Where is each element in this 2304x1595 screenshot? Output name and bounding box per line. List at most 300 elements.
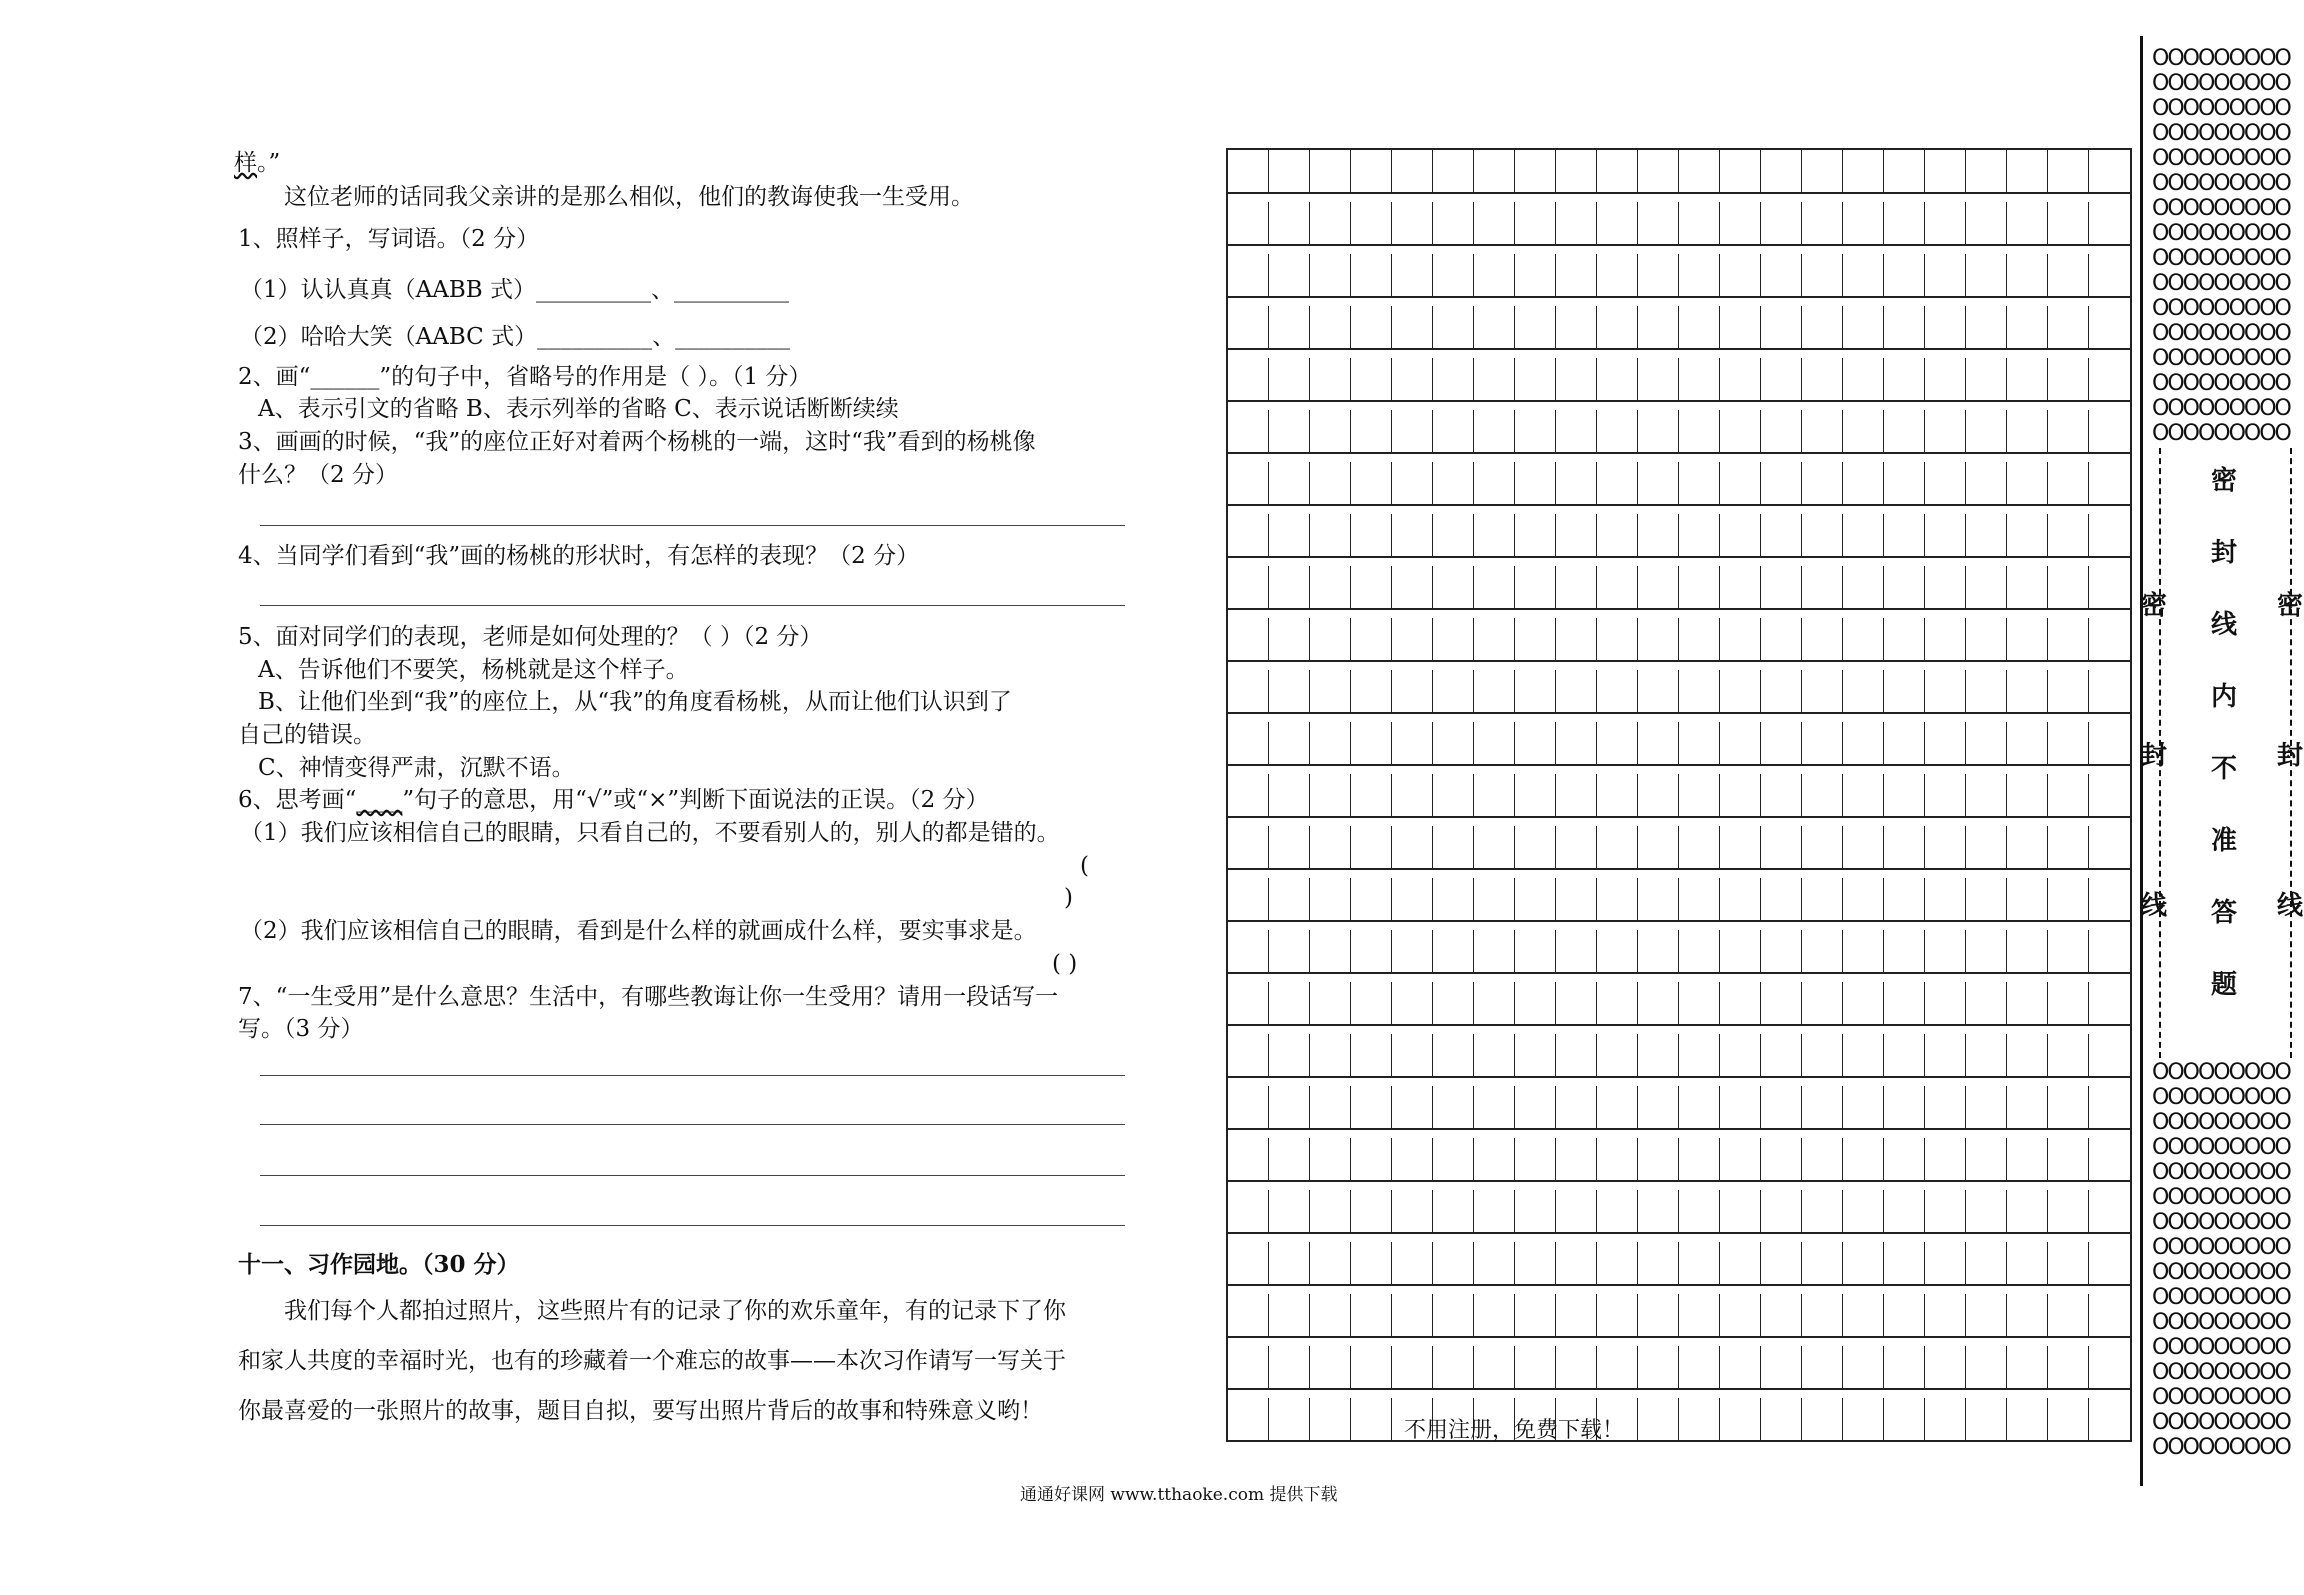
grid-cell[interactable] bbox=[1351, 514, 1392, 556]
grid-cell[interactable] bbox=[2089, 1086, 2130, 1128]
grid-cell[interactable] bbox=[1269, 774, 1310, 816]
grid-cell[interactable] bbox=[1515, 878, 1556, 920]
grid-cell[interactable] bbox=[1679, 722, 1720, 764]
grid-cell[interactable] bbox=[1966, 1294, 2007, 1336]
grid-cell[interactable] bbox=[1638, 774, 1679, 816]
grid-cell[interactable] bbox=[1966, 878, 2007, 920]
grid-cell[interactable] bbox=[1269, 722, 1310, 764]
grid-cell[interactable] bbox=[1884, 202, 1925, 244]
grid-cell[interactable] bbox=[1269, 202, 1310, 244]
grid-cell[interactable] bbox=[1884, 1190, 1925, 1232]
grid-cell[interactable] bbox=[1679, 1346, 1720, 1388]
grid-cell[interactable] bbox=[1761, 566, 1802, 608]
grid-cell[interactable] bbox=[1392, 982, 1433, 1024]
grid-cell[interactable] bbox=[1515, 1034, 1556, 1076]
grid-cell[interactable] bbox=[1884, 1346, 1925, 1388]
grid-cell[interactable] bbox=[2089, 566, 2130, 608]
grid-cell[interactable] bbox=[1474, 1242, 1515, 1284]
grid-cell[interactable] bbox=[1433, 1086, 1474, 1128]
grid-cell[interactable] bbox=[2007, 982, 2048, 1024]
grid-cell[interactable] bbox=[1802, 1346, 1843, 1388]
grid-cell[interactable] bbox=[2089, 306, 2130, 348]
grid-cell[interactable] bbox=[1720, 618, 1761, 660]
grid-cell[interactable] bbox=[1638, 1346, 1679, 1388]
grid-cell[interactable] bbox=[2007, 514, 2048, 556]
grid-cell[interactable] bbox=[2007, 878, 2048, 920]
grid-cell[interactable] bbox=[1843, 826, 1884, 868]
grid-cell[interactable] bbox=[1392, 670, 1433, 712]
grid-cell[interactable] bbox=[1228, 1190, 1269, 1232]
grid-cell[interactable] bbox=[1269, 930, 1310, 972]
grid-cell[interactable] bbox=[2089, 670, 2130, 712]
grid-cell[interactable] bbox=[1392, 566, 1433, 608]
grid-cell[interactable] bbox=[1474, 982, 1515, 1024]
grid-cell[interactable] bbox=[1679, 1398, 1720, 1440]
grid-cell[interactable] bbox=[1720, 1190, 1761, 1232]
grid-cell[interactable] bbox=[1925, 410, 1966, 452]
grid-cell[interactable] bbox=[1433, 566, 1474, 608]
grid-cell[interactable] bbox=[1228, 566, 1269, 608]
grid-cell[interactable] bbox=[1228, 982, 1269, 1024]
grid-cell[interactable] bbox=[1515, 1242, 1556, 1284]
grid-cell[interactable] bbox=[2089, 150, 2130, 192]
grid-cell[interactable] bbox=[1228, 150, 1269, 192]
grid-cell[interactable] bbox=[1515, 618, 1556, 660]
grid-cell[interactable] bbox=[1925, 1190, 1966, 1232]
grid-cell[interactable] bbox=[1597, 774, 1638, 816]
grid-cell[interactable] bbox=[1966, 826, 2007, 868]
grid-cell[interactable] bbox=[1802, 670, 1843, 712]
grid-cell[interactable] bbox=[1310, 670, 1351, 712]
grid-cell[interactable] bbox=[2048, 930, 2089, 972]
grid-cell[interactable] bbox=[1597, 618, 1638, 660]
grid-cell[interactable] bbox=[1720, 1294, 1761, 1336]
grid-cell[interactable] bbox=[1474, 1086, 1515, 1128]
grid-cell[interactable] bbox=[2048, 722, 2089, 764]
grid-cell[interactable] bbox=[1925, 826, 1966, 868]
grid-cell[interactable] bbox=[1925, 1346, 1966, 1388]
grid-cell[interactable] bbox=[1597, 1190, 1638, 1232]
grid-cell[interactable] bbox=[1433, 1346, 1474, 1388]
grid-cell[interactable] bbox=[1843, 1346, 1884, 1388]
grid-cell[interactable] bbox=[1310, 410, 1351, 452]
grid-cell[interactable] bbox=[1310, 618, 1351, 660]
grid-cell[interactable] bbox=[1515, 774, 1556, 816]
grid-cell[interactable] bbox=[2048, 254, 2089, 296]
grid-cell[interactable] bbox=[1515, 1138, 1556, 1180]
grid-cell[interactable] bbox=[1269, 462, 1310, 504]
grid-cell[interactable] bbox=[2048, 150, 2089, 192]
grid-cell[interactable] bbox=[2007, 670, 2048, 712]
grid-cell[interactable] bbox=[1515, 930, 1556, 972]
answer-line-q7-1[interactable] bbox=[260, 1075, 1125, 1076]
grid-cell[interactable] bbox=[2089, 358, 2130, 400]
grid-cell[interactable] bbox=[1597, 1242, 1638, 1284]
grid-cell[interactable] bbox=[1269, 358, 1310, 400]
grid-cell[interactable] bbox=[1597, 722, 1638, 764]
grid-cell[interactable] bbox=[1269, 1346, 1310, 1388]
grid-cell[interactable] bbox=[1761, 878, 1802, 920]
grid-cell[interactable] bbox=[1761, 202, 1802, 244]
grid-cell[interactable] bbox=[1925, 1398, 1966, 1440]
grid-cell[interactable] bbox=[1966, 1398, 2007, 1440]
grid-cell[interactable] bbox=[2048, 358, 2089, 400]
grid-cell[interactable] bbox=[1802, 618, 1843, 660]
grid-cell[interactable] bbox=[2089, 410, 2130, 452]
grid-cell[interactable] bbox=[1802, 410, 1843, 452]
grid-cell[interactable] bbox=[1351, 306, 1392, 348]
grid-cell[interactable] bbox=[1966, 982, 2007, 1024]
grid-cell[interactable] bbox=[1802, 878, 1843, 920]
grid-cell[interactable] bbox=[1310, 1190, 1351, 1232]
grid-cell[interactable] bbox=[1351, 930, 1392, 972]
grid-cell[interactable] bbox=[1720, 722, 1761, 764]
grid-cell[interactable] bbox=[1761, 722, 1802, 764]
grid-cell[interactable] bbox=[1597, 462, 1638, 504]
grid-cell[interactable] bbox=[1638, 566, 1679, 608]
grid-cell[interactable] bbox=[1351, 826, 1392, 868]
grid-cell[interactable] bbox=[1269, 1086, 1310, 1128]
grid-cell[interactable] bbox=[2048, 878, 2089, 920]
grid-cell[interactable] bbox=[1597, 1294, 1638, 1336]
grid-cell[interactable] bbox=[1679, 930, 1720, 972]
grid-cell[interactable] bbox=[1843, 358, 1884, 400]
grid-cell[interactable] bbox=[1802, 1398, 1843, 1440]
grid-cell[interactable] bbox=[1638, 1034, 1679, 1076]
grid-cell[interactable] bbox=[1597, 670, 1638, 712]
grid-cell[interactable] bbox=[2048, 462, 2089, 504]
grid-cell[interactable] bbox=[1720, 878, 1761, 920]
grid-cell[interactable] bbox=[1802, 306, 1843, 348]
grid-cell[interactable] bbox=[2007, 774, 2048, 816]
grid-cell[interactable] bbox=[1515, 462, 1556, 504]
grid-cell[interactable] bbox=[1925, 1138, 1966, 1180]
grid-cell[interactable] bbox=[1269, 1138, 1310, 1180]
grid-cell[interactable] bbox=[1843, 1398, 1884, 1440]
grid-cell[interactable] bbox=[1474, 826, 1515, 868]
grid-cell[interactable] bbox=[2048, 566, 2089, 608]
grid-cell[interactable] bbox=[1720, 1086, 1761, 1128]
grid-cell[interactable] bbox=[2089, 1346, 2130, 1388]
grid-cell[interactable] bbox=[1720, 930, 1761, 972]
grid-cell[interactable] bbox=[1556, 1294, 1597, 1336]
grid-cell[interactable] bbox=[1310, 826, 1351, 868]
grid-cell[interactable] bbox=[1351, 358, 1392, 400]
grid-cell[interactable] bbox=[1679, 618, 1720, 660]
grid-cell[interactable] bbox=[1597, 930, 1638, 972]
grid-cell[interactable] bbox=[1556, 1346, 1597, 1388]
grid-cell[interactable] bbox=[1310, 722, 1351, 764]
grid-cell[interactable] bbox=[1925, 566, 1966, 608]
grid-cell[interactable] bbox=[1802, 774, 1843, 816]
grid-cell[interactable] bbox=[1638, 514, 1679, 556]
grid-cell[interactable] bbox=[1351, 254, 1392, 296]
grid-cell[interactable] bbox=[1474, 670, 1515, 712]
grid-cell[interactable] bbox=[1228, 462, 1269, 504]
grid-cell[interactable] bbox=[1392, 254, 1433, 296]
grid-cell[interactable] bbox=[1925, 930, 1966, 972]
grid-cell[interactable] bbox=[2007, 1086, 2048, 1128]
grid-cell[interactable] bbox=[1802, 930, 1843, 972]
grid-cell[interactable] bbox=[1925, 982, 1966, 1024]
grid-cell[interactable] bbox=[2089, 774, 2130, 816]
grid-cell[interactable] bbox=[2089, 1398, 2130, 1440]
grid-cell[interactable] bbox=[1761, 514, 1802, 556]
grid-cell[interactable] bbox=[1843, 410, 1884, 452]
grid-cell[interactable] bbox=[1638, 462, 1679, 504]
grid-cell[interactable] bbox=[1761, 774, 1802, 816]
grid-cell[interactable] bbox=[1392, 826, 1433, 868]
grid-cell[interactable] bbox=[1351, 1190, 1392, 1232]
grid-cell[interactable] bbox=[1925, 1242, 1966, 1284]
grid-cell[interactable] bbox=[1228, 930, 1269, 972]
grid-cell[interactable] bbox=[1925, 306, 1966, 348]
grid-cell[interactable] bbox=[1638, 202, 1679, 244]
grid-cell[interactable] bbox=[1392, 878, 1433, 920]
grid-cell[interactable] bbox=[1474, 410, 1515, 452]
grid-cell[interactable] bbox=[1515, 410, 1556, 452]
grid-cell[interactable] bbox=[1556, 1034, 1597, 1076]
grid-cell[interactable] bbox=[1474, 306, 1515, 348]
grid-cell[interactable] bbox=[1351, 566, 1392, 608]
grid-cell[interactable] bbox=[1884, 1086, 1925, 1128]
grid-cell[interactable] bbox=[1761, 982, 1802, 1024]
grid-cell[interactable] bbox=[1228, 202, 1269, 244]
grid-cell[interactable] bbox=[1925, 358, 1966, 400]
grid-cell[interactable] bbox=[1310, 982, 1351, 1024]
grid-cell[interactable] bbox=[1228, 254, 1269, 296]
grid-cell[interactable] bbox=[1515, 722, 1556, 764]
grid-cell[interactable] bbox=[1351, 202, 1392, 244]
grid-cell[interactable] bbox=[1720, 1346, 1761, 1388]
grid-cell[interactable] bbox=[1392, 1294, 1433, 1336]
grid-cell[interactable] bbox=[1925, 670, 1966, 712]
grid-cell[interactable] bbox=[1843, 1086, 1884, 1128]
grid-cell[interactable] bbox=[2089, 1190, 2130, 1232]
grid-cell[interactable] bbox=[1310, 1398, 1351, 1440]
grid-cell[interactable] bbox=[1474, 202, 1515, 244]
grid-cell[interactable] bbox=[1392, 1242, 1433, 1284]
grid-cell[interactable] bbox=[1884, 1398, 1925, 1440]
grid-cell[interactable] bbox=[1474, 150, 1515, 192]
grid-cell[interactable] bbox=[1884, 566, 1925, 608]
grid-cell[interactable] bbox=[1884, 774, 1925, 816]
grid-cell[interactable] bbox=[1679, 358, 1720, 400]
grid-cell[interactable] bbox=[1351, 982, 1392, 1024]
grid-cell[interactable] bbox=[1884, 514, 1925, 556]
grid-cell[interactable] bbox=[1474, 462, 1515, 504]
grid-cell[interactable] bbox=[1597, 410, 1638, 452]
grid-cell[interactable] bbox=[2007, 930, 2048, 972]
grid-cell[interactable] bbox=[1269, 254, 1310, 296]
answer-line-q7-3[interactable] bbox=[260, 1175, 1125, 1176]
grid-cell[interactable] bbox=[2089, 878, 2130, 920]
grid-cell[interactable] bbox=[1310, 306, 1351, 348]
grid-cell[interactable] bbox=[1269, 410, 1310, 452]
grid-cell[interactable] bbox=[1310, 150, 1351, 192]
grid-cell[interactable] bbox=[1351, 1242, 1392, 1284]
grid-cell[interactable] bbox=[1761, 1086, 1802, 1128]
grid-cell[interactable] bbox=[1474, 1190, 1515, 1232]
grid-cell[interactable] bbox=[1392, 358, 1433, 400]
grid-cell[interactable] bbox=[1966, 722, 2007, 764]
grid-cell[interactable] bbox=[1351, 1034, 1392, 1076]
grid-cell[interactable] bbox=[1228, 1294, 1269, 1336]
grid-cell[interactable] bbox=[1843, 150, 1884, 192]
grid-cell[interactable] bbox=[1597, 1138, 1638, 1180]
grid-cell[interactable] bbox=[1761, 670, 1802, 712]
grid-cell[interactable] bbox=[1474, 514, 1515, 556]
writing-grid[interactable] bbox=[1226, 148, 2132, 1442]
grid-cell[interactable] bbox=[1556, 722, 1597, 764]
grid-cell[interactable] bbox=[1843, 306, 1884, 348]
grid-cell[interactable] bbox=[1556, 254, 1597, 296]
grid-cell[interactable] bbox=[2089, 254, 2130, 296]
grid-cell[interactable] bbox=[1392, 930, 1433, 972]
grid-cell[interactable] bbox=[1884, 306, 1925, 348]
grid-cell[interactable] bbox=[2007, 358, 2048, 400]
grid-cell[interactable] bbox=[1925, 774, 1966, 816]
grid-cell[interactable] bbox=[1515, 1086, 1556, 1128]
grid-cell[interactable] bbox=[1310, 566, 1351, 608]
grid-cell[interactable] bbox=[1638, 878, 1679, 920]
grid-cell[interactable] bbox=[1433, 514, 1474, 556]
grid-cell[interactable] bbox=[1392, 1086, 1433, 1128]
grid-cell[interactable] bbox=[1966, 618, 2007, 660]
grid-cell[interactable] bbox=[1597, 306, 1638, 348]
grid-cell[interactable] bbox=[1228, 1086, 1269, 1128]
grid-cell[interactable] bbox=[1597, 202, 1638, 244]
grid-cell[interactable] bbox=[1351, 1294, 1392, 1336]
grid-cell[interactable] bbox=[2089, 722, 2130, 764]
answer-line-q4[interactable] bbox=[260, 605, 1125, 606]
grid-cell[interactable] bbox=[1679, 1034, 1720, 1076]
grid-cell[interactable] bbox=[1269, 982, 1310, 1024]
grid-cell[interactable] bbox=[2007, 618, 2048, 660]
grid-cell[interactable] bbox=[2007, 1398, 2048, 1440]
grid-cell[interactable] bbox=[2007, 202, 2048, 244]
answer-line-q7-4[interactable] bbox=[260, 1225, 1125, 1226]
grid-cell[interactable] bbox=[1556, 306, 1597, 348]
grid-cell[interactable] bbox=[1884, 1242, 1925, 1284]
answer-line-q3[interactable] bbox=[260, 525, 1125, 526]
grid-cell[interactable] bbox=[1679, 306, 1720, 348]
grid-cell[interactable] bbox=[1433, 462, 1474, 504]
grid-cell[interactable] bbox=[1228, 410, 1269, 452]
grid-cell[interactable] bbox=[1966, 254, 2007, 296]
grid-cell[interactable] bbox=[1884, 462, 1925, 504]
grid-cell[interactable] bbox=[1638, 254, 1679, 296]
grid-cell[interactable] bbox=[1392, 722, 1433, 764]
grid-cell[interactable] bbox=[2048, 514, 2089, 556]
grid-cell[interactable] bbox=[1884, 618, 1925, 660]
grid-cell[interactable] bbox=[1269, 1294, 1310, 1336]
grid-cell[interactable] bbox=[2089, 826, 2130, 868]
grid-cell[interactable] bbox=[1843, 930, 1884, 972]
grid-cell[interactable] bbox=[1269, 1034, 1310, 1076]
grid-cell[interactable] bbox=[2048, 982, 2089, 1024]
grid-cell[interactable] bbox=[1638, 1242, 1679, 1284]
grid-cell[interactable] bbox=[1474, 358, 1515, 400]
grid-cell[interactable] bbox=[1474, 1294, 1515, 1336]
grid-cell[interactable] bbox=[1966, 1086, 2007, 1128]
grid-cell[interactable] bbox=[1597, 150, 1638, 192]
grid-cell[interactable] bbox=[1925, 462, 1966, 504]
grid-cell[interactable] bbox=[1884, 1034, 1925, 1076]
grid-cell[interactable] bbox=[1433, 202, 1474, 244]
grid-cell[interactable] bbox=[1925, 1294, 1966, 1336]
grid-cell[interactable] bbox=[2048, 1190, 2089, 1232]
grid-cell[interactable] bbox=[1802, 514, 1843, 556]
grid-cell[interactable] bbox=[1638, 1086, 1679, 1128]
grid-cell[interactable] bbox=[1433, 618, 1474, 660]
grid-cell[interactable] bbox=[2048, 1034, 2089, 1076]
grid-cell[interactable] bbox=[1474, 1138, 1515, 1180]
grid-cell[interactable] bbox=[1515, 358, 1556, 400]
grid-cell[interactable] bbox=[1474, 1346, 1515, 1388]
grid-cell[interactable] bbox=[2007, 826, 2048, 868]
grid-cell[interactable] bbox=[1597, 358, 1638, 400]
grid-cell[interactable] bbox=[1843, 618, 1884, 660]
grid-cell[interactable] bbox=[1761, 254, 1802, 296]
grid-cell[interactable] bbox=[2007, 1242, 2048, 1284]
grid-cell[interactable] bbox=[1433, 358, 1474, 400]
grid-cell[interactable] bbox=[1433, 254, 1474, 296]
grid-cell[interactable] bbox=[1556, 826, 1597, 868]
grid-cell[interactable] bbox=[2048, 1294, 2089, 1336]
grid-cell[interactable] bbox=[1761, 150, 1802, 192]
grid-cell[interactable] bbox=[2089, 1294, 2130, 1336]
grid-cell[interactable] bbox=[1925, 1086, 1966, 1128]
grid-cell[interactable] bbox=[1925, 1034, 1966, 1076]
grid-cell[interactable] bbox=[1351, 410, 1392, 452]
grid-cell[interactable] bbox=[1638, 1294, 1679, 1336]
grid-cell[interactable] bbox=[1556, 618, 1597, 660]
grid-cell[interactable] bbox=[1310, 878, 1351, 920]
grid-cell[interactable] bbox=[1720, 306, 1761, 348]
grid-cell[interactable] bbox=[1515, 670, 1556, 712]
grid-cell[interactable] bbox=[1392, 1034, 1433, 1076]
grid-cell[interactable] bbox=[1720, 202, 1761, 244]
grid-cell[interactable] bbox=[2089, 1034, 2130, 1076]
grid-cell[interactable] bbox=[1843, 514, 1884, 556]
grid-cell[interactable] bbox=[1351, 670, 1392, 712]
grid-cell[interactable] bbox=[1925, 878, 1966, 920]
grid-cell[interactable] bbox=[1597, 826, 1638, 868]
grid-cell[interactable] bbox=[1884, 826, 1925, 868]
grid-cell[interactable] bbox=[1310, 1138, 1351, 1180]
grid-cell[interactable] bbox=[2048, 774, 2089, 816]
grid-cell[interactable] bbox=[1720, 982, 1761, 1024]
grid-cell[interactable] bbox=[1884, 982, 1925, 1024]
grid-cell[interactable] bbox=[2048, 202, 2089, 244]
grid-cell[interactable] bbox=[1556, 670, 1597, 712]
grid-cell[interactable] bbox=[1351, 150, 1392, 192]
grid-cell[interactable] bbox=[1925, 254, 1966, 296]
grid-cell[interactable] bbox=[1679, 1242, 1720, 1284]
grid-cell[interactable] bbox=[2007, 722, 2048, 764]
grid-cell[interactable] bbox=[1310, 462, 1351, 504]
grid-cell[interactable] bbox=[1884, 150, 1925, 192]
grid-cell[interactable] bbox=[2048, 1346, 2089, 1388]
grid-cell[interactable] bbox=[1433, 150, 1474, 192]
grid-cell[interactable] bbox=[2089, 930, 2130, 972]
grid-cell[interactable] bbox=[1433, 774, 1474, 816]
grid-cell[interactable] bbox=[1310, 1346, 1351, 1388]
grid-cell[interactable] bbox=[1761, 1138, 1802, 1180]
grid-cell[interactable] bbox=[2007, 566, 2048, 608]
grid-cell[interactable] bbox=[2048, 618, 2089, 660]
